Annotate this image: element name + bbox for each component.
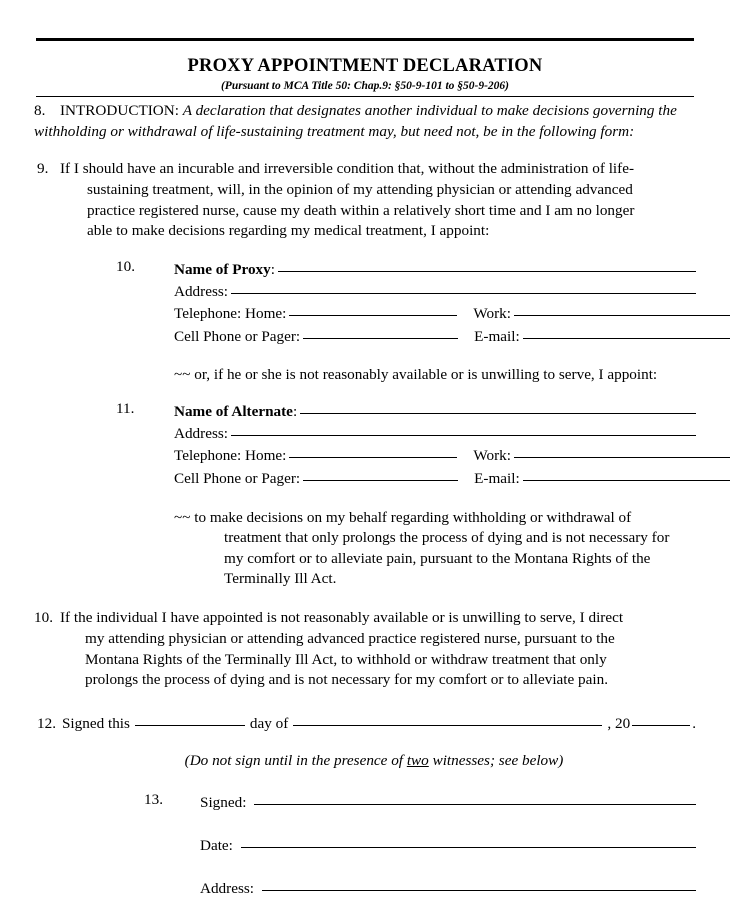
proxy-name-label	[174, 260, 275, 280]
proxy-name-input[interactable]	[278, 256, 696, 272]
proxy-work-phone-input[interactable]	[514, 300, 730, 316]
proxy-phone-row	[174, 302, 696, 324]
do-not-sign-post: witnesses; see below)	[428, 751, 564, 769]
alternate-cell-label: Cell Phone or Pager:	[174, 469, 301, 487]
alternate-email-input[interactable]	[523, 465, 730, 481]
alternate-number: 11.	[116, 399, 135, 417]
signed-this-period: .	[692, 714, 696, 732]
proxy-number: 10.	[116, 258, 135, 276]
page-subtitle: (Pursuant to MCA Title 50: Chap.9: §50-9-101 to §50-9-206)	[220, 80, 510, 92]
signed-this-year-input[interactable]	[632, 710, 690, 726]
alternate-email-label: E-mail:	[474, 469, 520, 487]
proxy-email-label: E-mail:	[474, 327, 520, 345]
purpose-line-4: Terminally Ill Act.	[224, 569, 337, 587]
clause-10-line-2: my attending physician or attending advanced practice registered nurse, pursuant to the	[85, 629, 615, 647]
alternate-cell-row	[174, 467, 696, 489]
proxy-email-input[interactable]	[523, 323, 730, 339]
clause-9-body	[60, 159, 696, 242]
signature-block	[34, 791, 696, 898]
purpose-line-1: ~~ to make decisions on my behalf regarding withholding or withdrawal of	[174, 508, 632, 526]
introduction-text: A declaration that designates another individual to make decisions governing the withholding or withdrawal of life-sustaining treatment may, but need not, be in the following form:	[34, 102, 677, 140]
alternate-name-colon: :	[292, 402, 298, 420]
purpose-paragraph	[34, 508, 696, 589]
do-not-sign-underlined: two	[406, 751, 429, 769]
signature-address-row	[200, 877, 696, 898]
alternate-home-phone-label: Telephone: Home:	[174, 447, 287, 465]
clause-10-line-1: If the individual I have appointed is not reasonably available or is unwilling to serve, I direct	[60, 609, 624, 627]
alternate-address-row	[174, 422, 696, 444]
clause-9-line-1: If I should have an incurable and irreversible condition that, without the administration of life-	[60, 160, 635, 178]
clause-10-line-3: Montana Rights of the Terminally Ill Act, to withhold or withdraw treatment that only	[85, 650, 607, 668]
introduction-paragraph	[34, 101, 696, 142]
proxy-name-label-text: Name of Proxy	[174, 261, 271, 279]
proxy-home-phone-label: Telephone: Home:	[174, 305, 287, 323]
signature-fields	[144, 791, 696, 898]
signature-block-number: 13.	[144, 790, 163, 808]
title-divider	[36, 96, 694, 97]
do-not-sign-pre: (Do not sign until in the presence of	[184, 751, 407, 769]
purpose-line-2: treatment that only prolongs the process of dying and is not necessary for	[224, 529, 670, 547]
proxy-cell-input[interactable]	[303, 323, 458, 339]
clause-10	[34, 608, 696, 691]
signed-this-year-label: , 20	[607, 714, 631, 732]
alternate-name-label	[174, 402, 297, 422]
signed-this-month-input[interactable]	[293, 710, 602, 726]
proxy-address-input[interactable]	[231, 278, 696, 294]
introduction-label: INTRODUCTION:	[60, 102, 179, 119]
proxy-block	[34, 258, 696, 347]
introduction-number: 8.	[34, 102, 46, 119]
alternate-name-input[interactable]	[300, 398, 696, 414]
clause-9-line-4: able to make decisions regarding my medical treatment, I appoint:	[87, 222, 490, 240]
signature-signed-row	[200, 791, 696, 812]
proxy-cell-label: Cell Phone or Pager:	[174, 327, 301, 345]
proxy-work-phone-label: Work:	[473, 305, 511, 323]
signature-address-label: Address:	[200, 879, 254, 897]
signature-signed-label: Signed:	[200, 793, 247, 811]
do-not-sign-note	[34, 752, 696, 770]
alternate-name-row	[174, 400, 696, 422]
page-title: PROXY APPOINTMENT DECLARATION	[187, 56, 543, 76]
alternate-address-label: Address:	[174, 425, 228, 443]
alternate-home-phone-input[interactable]	[289, 442, 457, 458]
proxy-address-label: Address:	[174, 283, 228, 301]
alternate-address-input[interactable]	[231, 420, 696, 436]
alternate-work-phone-input[interactable]	[514, 442, 730, 458]
clause-9	[34, 159, 696, 242]
alternate-name-label-text: Name of Alternate	[174, 402, 293, 420]
signature-address-input[interactable]	[262, 875, 696, 891]
signature-date-input[interactable]	[241, 832, 696, 848]
clause-9-line-3: practice registered nurse, cause my death within a relatively short time and I am no longer	[87, 201, 635, 219]
proxy-cell-row	[174, 325, 696, 347]
proxy-address-row	[174, 280, 696, 302]
alternate-intro-text: ~~ or, if he or she is not reasonably available or is unwilling to serve, I appoint:	[174, 365, 658, 383]
signed-this-number: 12.	[37, 714, 56, 732]
alternate-work-phone-label: Work:	[473, 447, 511, 465]
signature-date-label: Date:	[200, 836, 233, 854]
proxy-name-row	[174, 258, 696, 280]
alternate-fields	[116, 400, 696, 489]
signature-date-row	[200, 834, 696, 855]
proxy-name-colon: :	[270, 261, 275, 279]
proxy-fields	[116, 258, 696, 347]
clause-10-line-4: prolongs the process of dying and is not necessary for my comfort or to alleviate pain.	[85, 671, 608, 689]
top-divider	[36, 38, 694, 41]
clause-9-number: 9.	[37, 160, 49, 178]
signature-signed-input[interactable]	[254, 789, 696, 805]
alternate-phone-row	[174, 444, 696, 466]
clause-9-line-2: sustaining treatment, will, in the opinion of my attending physician or attending advanced	[87, 181, 633, 199]
signed-this-label: Signed this	[61, 714, 130, 732]
clause-10-number: 10.	[34, 609, 53, 627]
alternate-cell-input[interactable]	[303, 465, 458, 481]
alternate-block	[34, 400, 696, 489]
proxy-home-phone-input[interactable]	[289, 300, 457, 316]
purpose-line-3: my comfort or to alleviate pain, pursuant to the Montana Rights of the	[224, 549, 651, 567]
signed-this-day-input[interactable]	[135, 710, 245, 726]
signed-this-dayof-label: day of	[249, 714, 289, 732]
signed-this-line	[34, 712, 696, 733]
